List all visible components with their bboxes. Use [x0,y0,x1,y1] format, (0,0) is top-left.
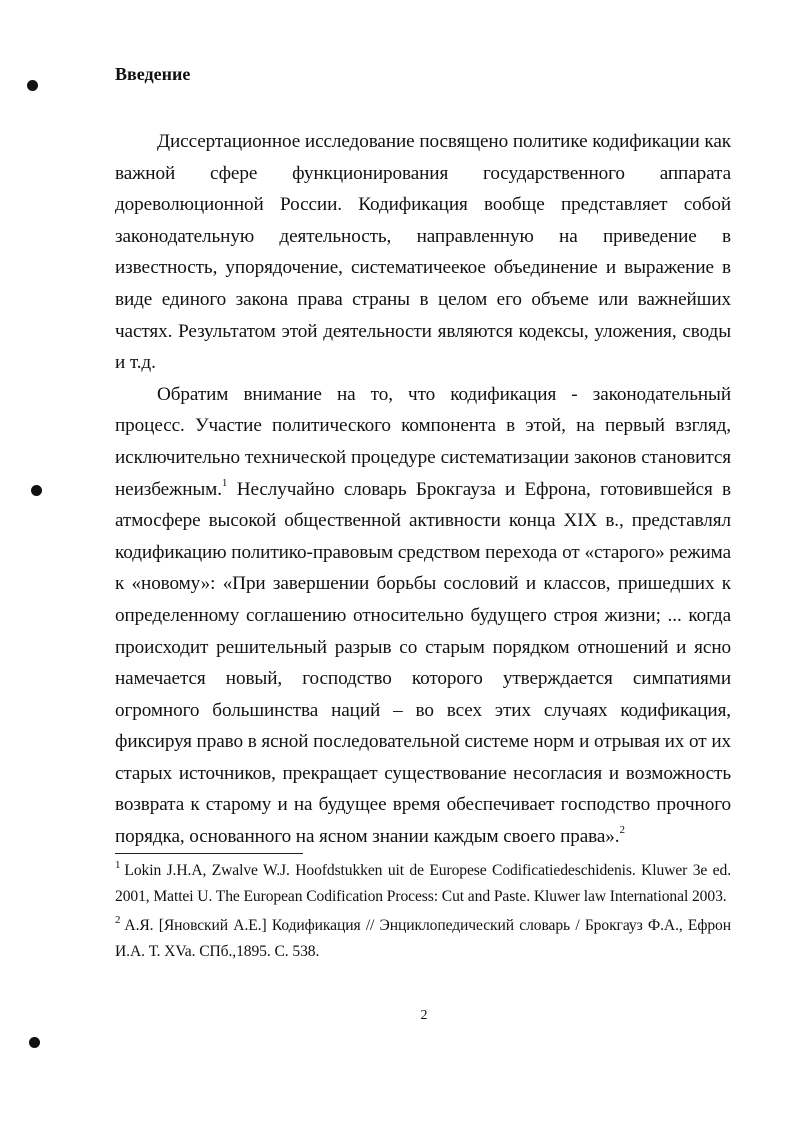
footnote-ref-1: 1 [221,476,228,489]
footnote-text: А.Я. [Яновский А.Е.] Кодификация // Энциклопедический словарь / Брокгауз Ф.А., Ефрон И.А. Т. XVa. СПб.,1895. С. 538. [115,917,731,960]
footnote-1 [115,858,731,909]
paragraph-2-text-b: Неслучайно словарь Брокгауза и Ефрона, готовившейся в атмосфере высокой общественной активности конца XIX в., представлял кодификацию политико-правовым средством перехода от «старого» режима к «новому»: «При завершении борьбы сословий и классов, пришедших к определенному соглашению относительно будущего строя жизни; ... когда происходит решительный разрыв со старым порядком отношений и ясно намечается новый, господство которого утверждается симпатиями огромного большинства наций – во всех этих случаях кодификация, фиксируя право в ясной последовательной системе норм и отрывая их от их старых источников, прекращает существование несогласия и возможность возврата к старому и на будущее время обеспечивает господство прочного порядка, основанного на ясном знании каждым своего права». [115,478,731,848]
paragraph-2 [115,379,731,853]
footnotes [115,858,731,968]
binder-hole-mark [29,1037,40,1048]
footnote-text: Lokin J.H.A, Zwalve W.J. Hoofdstukken uit de Europese Codificatiedeschidenis. Kluwer 3e ed. 2001, Mattei U. The European Codification Process: Cut and Paste. Kluwer law International 2003. [115,862,731,905]
binder-hole-mark [31,485,42,496]
section-heading: Введение [115,64,191,84]
page-number: 2 [420,1008,428,1023]
footnote-ref-2: 2 [619,824,625,837]
footnote-marker: 1 [115,859,121,871]
paragraph-1: Диссертационное исследование посвящено политике кодификации как важной сфере функционирования государственного аппарата дореволюционной России. Кодификация вообще представляет собой законодательную деятельность, направленную на приведение в известность, упорядочение, систематичеекое объединение и выражение в виде единого закона права страны в целом его объеме или важнейших частях. Результатом этой деятельности являются кодексы, уложения, своды и т.д. [115,131,731,374]
footnote-2 [115,913,731,964]
body-text [115,126,731,853]
footnote-separator [115,853,303,854]
binder-hole-mark [27,80,38,91]
footnote-marker: 2 [115,914,121,926]
paragraph-2-text-a: Обратим внимание на то, что кодификация - законодательный процесс. Участие политического компонента в этой, на первый взгляд, исключительно технической процедуре систематизации законов становится неизбежным. [115,383,731,500]
